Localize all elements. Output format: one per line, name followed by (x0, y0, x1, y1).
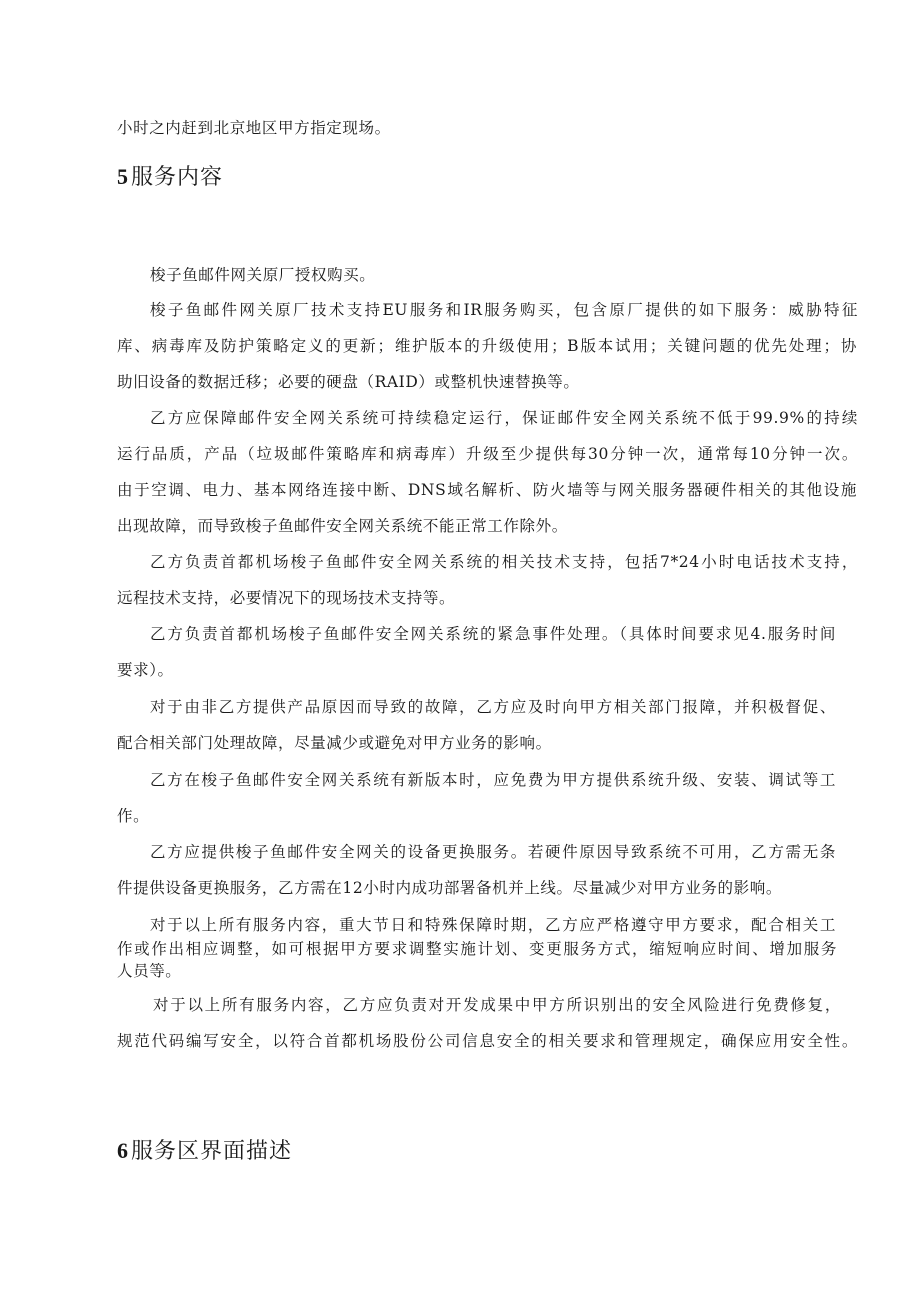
paragraph-line: 乙方应保障邮件安全网关系统可持续稳定运行，保证邮件安全网关系统不低于99.9%的持续 (150, 409, 858, 427)
section-5-number: 5 (117, 164, 129, 189)
paragraph-line: 梭子鱼邮件网关原厂授权购买。 (150, 266, 376, 284)
section-6-number: 6 (117, 1138, 129, 1163)
paragraph-line: 助旧设备的数据迁移；必要的硬盘（RAID）或整机快速替换等。 (117, 373, 580, 391)
paragraph-line: 作。 (117, 807, 150, 825)
paragraph-line: 乙方负责首都机场梭子鱼邮件安全网关系统的紧急事件处理。（具体时间要求见4.服务时间 (150, 625, 836, 643)
section-5-heading (117, 163, 223, 192)
intro-line: 小时之内赶到北京地区甲方指定现场。 (117, 119, 391, 137)
paragraph-line: 对于以上所有服务内容，重大节日和特殊保障时期，乙方应严格遵守甲方要求，配合相关工 (150, 916, 836, 934)
paragraph-line: 出现故障，而导致梭子鱼邮件安全网关系统不能正常工作除外。 (117, 517, 568, 535)
paragraph-line: 乙方在梭子鱼邮件安全网关系统有新版本时，应免费为甲方提供系统升级、安装、调试等工 (150, 771, 836, 789)
paragraph-line: 远程技术支持，必要情况下的现场技术支持等。 (117, 589, 456, 607)
paragraph-line: 由于空调、电力、基本网络连接中断、DNS域名解析、防火墙等与网关服务器硬件相关的其他设施 (117, 481, 857, 499)
paragraph-line: 乙方应提供梭子鱼邮件安全网关的设备更换服务。若硬件原因导致系统不可用，乙方需无条 (150, 843, 836, 861)
section-6-heading (117, 1137, 292, 1166)
section-6-title: 服务区界面描述 (131, 1139, 293, 1164)
section-5-title: 服务内容 (131, 165, 224, 190)
paragraph-line: 配合相关部门处理故障，尽量减少或避免对甲方业务的影响。 (117, 734, 552, 752)
paragraph-line: 对于以上所有服务内容，乙方应负责对开发成果中甲方所识别出的安全风险进行免费修复， (153, 996, 841, 1014)
paragraph-line: 运行品质，产品（垃圾邮件策略库和病毒库）升级至少提供每30分钟一次，通常每10分钟一次。 (117, 445, 858, 463)
paragraph-line: 乙方负责首都机场梭子鱼邮件安全网关系统的相关技术支持，包括7*24小时电话技术支持， (150, 553, 858, 571)
paragraph-line: 库、病毒库及防护策略定义的更新；维护版本的升级使用；B版本试用；关键问题的优先处理；协 (117, 337, 857, 355)
paragraph-line: 人员等。 (117, 962, 182, 980)
paragraph-line: 作或作出相应调整，如可根据甲方要求调整实施计划、变更服务方式，缩短响应时间、增加服务 (117, 940, 837, 958)
paragraph-line: 件提供设备更换服务，乙方需在12小时内成功部署备机并上线。尽量减少对甲方业务的影响。 (117, 879, 782, 897)
paragraph-line: 梭子鱼邮件网关原厂技术支持EU服务和IR服务购买，包含原厂提供的如下服务：威胁特征 (150, 301, 858, 319)
paragraph-line: 规范代码编写安全，以符合首都机场股份公司信息安全的相关要求和管理规定，确保应用安全性。 (117, 1032, 858, 1050)
paragraph-line: 要求）。 (117, 661, 174, 679)
paragraph-line: 对于由非乙方提供产品原因而导致的故障，乙方应及时向甲方相关部门报障，并积极督促、 (150, 698, 836, 716)
